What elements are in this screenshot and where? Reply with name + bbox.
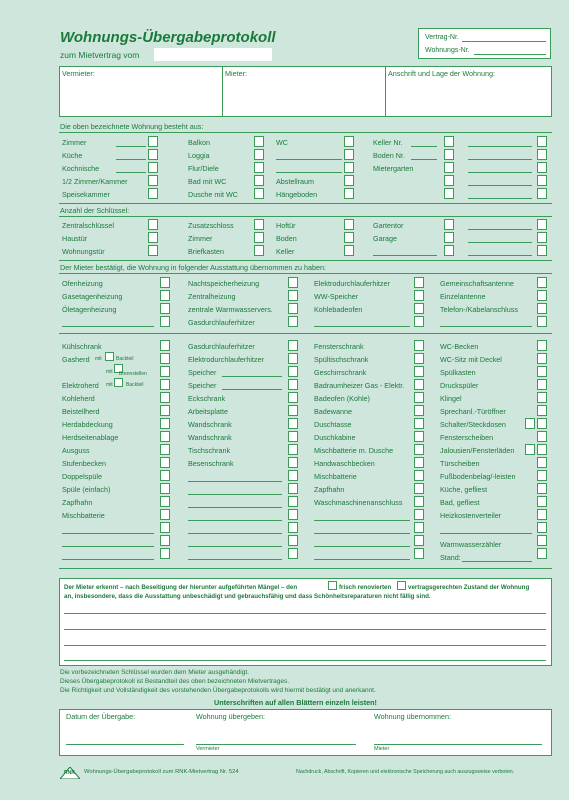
inventory-checkbox[interactable] xyxy=(537,340,547,351)
page-title: Wohnungs-Übergabeprotokoll xyxy=(60,29,276,46)
room-label: Küche xyxy=(62,151,83,160)
rnk-logo-text: RNK xyxy=(64,770,75,776)
inventory-checkbox[interactable] xyxy=(537,535,547,546)
room-count-box[interactable] xyxy=(254,136,264,147)
inventory-checkbox[interactable] xyxy=(288,418,298,429)
inventory-label: Beistellherd xyxy=(62,407,100,416)
equipment-checkbox[interactable] xyxy=(537,290,547,301)
key-count-box[interactable] xyxy=(344,232,354,243)
inventory-checkbox[interactable] xyxy=(160,535,170,546)
wohnungs-nr-field[interactable] xyxy=(474,54,546,55)
room-count-box[interactable] xyxy=(537,175,547,186)
inventory-checkbox[interactable] xyxy=(288,353,298,364)
inventory-checkbox[interactable] xyxy=(414,522,424,533)
inventory-label: Doppelspüle xyxy=(62,472,102,481)
inventory-label: Sprechanl.-Türöffner xyxy=(440,407,506,416)
inventory-checkbox[interactable] xyxy=(537,405,547,416)
equipment-label: WW-Speicher xyxy=(314,292,359,301)
inventory-checkbox[interactable] xyxy=(537,522,547,533)
key-count-box[interactable] xyxy=(254,245,264,256)
key-label: Haustür xyxy=(62,234,88,243)
key-count-box[interactable] xyxy=(537,245,547,256)
key-label: Boden xyxy=(276,234,297,243)
room-label: Zimmer xyxy=(62,138,87,147)
inventory-checkbox[interactable] xyxy=(414,431,424,442)
rooms-heading: Die oben bezeichnete Wohnung besteht aus: xyxy=(60,122,204,131)
room-count-box[interactable] xyxy=(444,188,454,199)
vermieter-field[interactable] xyxy=(61,79,221,116)
inventory-checkbox[interactable] xyxy=(537,509,547,520)
inventory-label: Eckschrank xyxy=(188,394,226,403)
copyright-notice: Nachdruck, Abschrift, Kopieren und elektronische Speicherung auch auszugsweise verboten. xyxy=(296,769,515,775)
equipment-checkbox[interactable] xyxy=(537,277,547,288)
rnk-logo xyxy=(60,766,80,778)
mieter-signature-field[interactable] xyxy=(374,744,542,745)
inventory-checkbox[interactable] xyxy=(414,418,424,429)
stand-label: Stand: xyxy=(440,553,461,562)
vermieter-signature-label: Vermieter xyxy=(196,746,220,752)
vermieter-label: Vermieter: xyxy=(62,69,95,78)
inventory-label: Spültischschrank xyxy=(314,355,369,364)
equipment-heading: Der Mieter bestätigt, die Wohnung in folgender Ausstattung übernommen zu haben: xyxy=(60,263,326,272)
inventory-label: Badeofen (Kohle) xyxy=(314,394,370,403)
room-label: Bad mit WC xyxy=(188,177,227,186)
brennstellen-label: Brennstellen xyxy=(119,371,147,377)
equipment-checkbox[interactable] xyxy=(414,303,424,314)
inventory-checkbox[interactable] xyxy=(414,496,424,507)
inventory-label: Herdseitenablage xyxy=(62,433,119,442)
inventory-label: Elektrodurchlauferhitzer xyxy=(188,355,264,364)
inventory-checkbox[interactable] xyxy=(288,444,298,455)
inventory-checkbox[interactable] xyxy=(414,457,424,468)
equipment-label: Öletagenheizung xyxy=(62,305,117,314)
inventory-checkbox[interactable] xyxy=(537,444,547,455)
equipment-label: Elektrodurchlauferhitzer xyxy=(314,279,390,288)
inventory-checkbox[interactable] xyxy=(537,548,547,559)
inventory-label: Tischschrank xyxy=(188,446,231,455)
room-count-box[interactable] xyxy=(344,175,354,186)
inventory-checkbox[interactable] xyxy=(414,340,424,351)
wohnungs-nr-label: Wohnungs-Nr. xyxy=(425,47,470,54)
inventory-checkbox[interactable] xyxy=(288,405,298,416)
room-label: Dusche mit WC xyxy=(188,190,238,199)
inventory-label: WC-Becken xyxy=(440,342,479,351)
equipment-checkbox[interactable] xyxy=(288,290,298,301)
room-count-box[interactable] xyxy=(344,188,354,199)
inventory-checkbox[interactable] xyxy=(537,392,547,403)
key-count-box[interactable] xyxy=(344,219,354,230)
inventory-checkbox[interactable] xyxy=(160,431,170,442)
key-label: Zimmer xyxy=(188,234,213,243)
room-label: Mietergarten xyxy=(373,164,414,173)
datum-field[interactable] xyxy=(66,744,184,745)
inventory-checkbox[interactable] xyxy=(414,470,424,481)
inventory-label: Herdabdeckung xyxy=(62,420,113,429)
wohnung-uebergeben-label: Wohnung übergeben: xyxy=(196,712,266,721)
inventory-checkbox[interactable] xyxy=(160,340,170,351)
room-count-box[interactable] xyxy=(148,188,158,199)
inventory-checkbox[interactable] xyxy=(288,548,298,559)
inventory-label: Wandschrank xyxy=(188,433,232,442)
stand-field[interactable] xyxy=(462,561,532,562)
inventory-checkbox[interactable] xyxy=(414,366,424,377)
inventory-label: Ausguss xyxy=(62,446,90,455)
inventory-checkbox[interactable] xyxy=(288,522,298,533)
defect-line[interactable] xyxy=(64,660,546,661)
mieter-field[interactable] xyxy=(224,79,384,116)
equipment-label: zentrale Warmwasservers. xyxy=(188,305,273,314)
room-label: Kochnische xyxy=(62,164,100,173)
room-label: Flur/Diele xyxy=(188,164,219,173)
equipment-label: Gemeinschaftsantenne xyxy=(440,279,514,288)
inventory-label: Arbeitsplatte xyxy=(188,407,228,416)
equipment-checkbox[interactable] xyxy=(160,277,170,288)
key-count-box[interactable] xyxy=(148,245,158,256)
room-count-box[interactable] xyxy=(148,136,158,147)
inventory-label: Schalter/Steckdosen xyxy=(440,420,506,429)
room-label: Keller Nr. xyxy=(373,138,403,147)
signatures-note: Unterschriften auf allen Blättern einzeln leisten! xyxy=(214,698,377,707)
mit-label: mit xyxy=(95,356,102,362)
key-count-box[interactable] xyxy=(148,232,158,243)
room-label: Abstellraum xyxy=(276,177,314,186)
defects-text-1b: frisch renovierten xyxy=(339,584,392,591)
inventory-checkbox[interactable] xyxy=(537,483,547,494)
inventory-checkbox[interactable] xyxy=(414,483,424,494)
inventory-checkbox[interactable] xyxy=(160,548,170,559)
inventory-checkbox[interactable] xyxy=(160,470,170,481)
inventory-checkbox[interactable] xyxy=(160,509,170,520)
room-count-box[interactable] xyxy=(444,175,454,186)
mit-label: mit xyxy=(106,382,113,388)
mietvertrag-date-field[interactable] xyxy=(154,48,272,61)
equipment-label: Gasetagenheizung xyxy=(62,292,123,301)
equipment-checkbox[interactable] xyxy=(160,316,170,327)
wohnung-uebernommen-label: Wohnung übernommen: xyxy=(374,712,451,721)
defect-line[interactable] xyxy=(64,613,546,614)
equipment-label: Telefon-/Kabelanschluss xyxy=(440,305,518,314)
datum-uebergabe-label: Datum der Übergabe: xyxy=(66,712,136,721)
inventory-checkbox[interactable] xyxy=(537,418,547,429)
key-label: Gartentor xyxy=(373,221,404,230)
room-count-box[interactable] xyxy=(344,136,354,147)
inventory-label: Besenschrank xyxy=(188,459,234,468)
equipment-checkbox[interactable] xyxy=(288,303,298,314)
inventory-label: Jalousien/Fensterläden xyxy=(440,446,515,455)
inventory-label: Stufenbecken xyxy=(62,459,106,468)
equipment-checkbox[interactable] xyxy=(537,316,547,327)
inventory-label: WC-Sitz mit Deckel xyxy=(440,355,502,364)
key-count-box[interactable] xyxy=(537,219,547,230)
inventory-label: Türscheiben xyxy=(440,459,480,468)
key-count-box[interactable] xyxy=(148,219,158,230)
room-count-box[interactable] xyxy=(254,149,264,160)
defects-text-1a: Der Mieter erkennt – nach Beseitigung der hierunter aufgeführten Mängel – den xyxy=(64,584,298,591)
room-count-box[interactable] xyxy=(537,162,547,173)
anschrift-label: Anschrift und Lage der Wohnung: xyxy=(388,69,495,78)
key-label: Hoftür xyxy=(276,221,296,230)
inventory-label: Fensterscheiben xyxy=(440,433,494,442)
room-label: Loggia xyxy=(188,151,210,160)
equipment-checkbox[interactable] xyxy=(160,303,170,314)
warmwasserzaehler-label: Warmwasserzähler xyxy=(440,540,502,549)
inventory-label: Küche, gefliest xyxy=(440,485,488,494)
equipment-label: Kohlebadeofen xyxy=(314,305,363,314)
room-count-box[interactable] xyxy=(537,188,547,199)
inventory-checkbox[interactable] xyxy=(288,340,298,351)
inventory-label: Geschirrschrank xyxy=(314,368,367,377)
key-count-box[interactable] xyxy=(537,232,547,243)
room-count-box[interactable] xyxy=(254,175,264,186)
inventory-checkbox[interactable] xyxy=(537,457,547,468)
key-label: Zusatzschloss xyxy=(188,221,234,230)
vertragsgerecht-checkbox[interactable] xyxy=(397,581,406,590)
inventory-label: Waschmaschinenanschluss xyxy=(314,498,403,507)
room-count-box[interactable] xyxy=(444,149,454,160)
inventory-label: Heizkostenverteiler xyxy=(440,511,502,520)
inventory-checkbox[interactable] xyxy=(414,444,424,455)
inventory-checkbox[interactable] xyxy=(160,444,170,455)
equipment-checkbox[interactable] xyxy=(537,303,547,314)
inventory-checkbox[interactable] xyxy=(160,418,170,429)
inventory-label: Kohleherd xyxy=(62,394,95,403)
equipment-checkbox[interactable] xyxy=(288,277,298,288)
inventory-label: Gasdurchlauferhitzer xyxy=(188,342,255,351)
inventory-checkbox[interactable] xyxy=(537,431,547,442)
key-count-box[interactable] xyxy=(344,245,354,256)
inventory-checkbox[interactable] xyxy=(414,535,424,546)
inventory-label: Kühlschrank xyxy=(62,342,102,351)
room-label: Hängeboden xyxy=(276,190,318,199)
inventory-label: Mischbatterie xyxy=(314,472,357,481)
room-label: 1/2 Zimmer/Kammer xyxy=(62,177,128,186)
defect-line[interactable] xyxy=(64,629,546,630)
inventory-checkbox[interactable] xyxy=(288,483,298,494)
mieter-label: Mieter: xyxy=(225,69,247,78)
inventory-checkbox[interactable] xyxy=(288,392,298,403)
inventory-label: Gasherd xyxy=(62,355,90,364)
inventory-label: Duschkabine xyxy=(314,433,356,442)
inventory-checkbox[interactable] xyxy=(160,457,170,468)
room-label: Balkon xyxy=(188,138,210,147)
key-count-box[interactable] xyxy=(254,219,264,230)
inventory-checkbox[interactable] xyxy=(414,379,424,390)
gasherd-backteil-box[interactable] xyxy=(105,352,114,361)
room-count-box[interactable] xyxy=(344,149,354,160)
inventory-checkbox[interactable] xyxy=(288,535,298,546)
anschrift-field[interactable] xyxy=(387,79,551,116)
footer-line-1: Die vorbezeichneten Schlüssel wurden dem Mieter ausgehändigt. xyxy=(60,669,249,676)
room-count-box[interactable] xyxy=(537,149,547,160)
inventory-checkbox[interactable] xyxy=(537,353,547,364)
inventory-label: Elektroherd xyxy=(62,381,99,390)
inventory-label: Badraumheizer Gas - Elektr. xyxy=(314,381,405,390)
equipment-label: Ofenheizung xyxy=(62,279,103,288)
inventory-checkbox[interactable] xyxy=(525,444,535,455)
inventory-label: Fensterschrank xyxy=(314,342,364,351)
inventory-checkbox[interactable] xyxy=(288,496,298,507)
room-count-box[interactable] xyxy=(344,162,354,173)
room-count-box[interactable] xyxy=(254,188,264,199)
inventory-checkbox[interactable] xyxy=(414,405,424,416)
inventory-label: Zapfhahn xyxy=(62,498,93,507)
room-count-box[interactable] xyxy=(254,162,264,173)
equipment-checkbox[interactable] xyxy=(414,277,424,288)
key-label: Zentralschlüssel xyxy=(62,221,114,230)
inventory-checkbox[interactable] xyxy=(160,392,170,403)
inventory-checkbox[interactable] xyxy=(288,457,298,468)
key-label: Keller xyxy=(276,247,295,256)
equipment-label: Einzelantenne xyxy=(440,292,486,301)
inventory-checkbox[interactable] xyxy=(160,379,170,390)
key-label: Garage xyxy=(373,234,397,243)
inventory-label: Klingel xyxy=(440,394,462,403)
inventory-checkbox[interactable] xyxy=(160,496,170,507)
defect-line[interactable] xyxy=(64,645,546,646)
inventory-checkbox[interactable] xyxy=(160,366,170,377)
inventory-checkbox[interactable] xyxy=(414,392,424,403)
room-label: Boden Nr. xyxy=(373,151,405,160)
room-label: Speisekammer xyxy=(62,190,110,199)
inventory-label: Fußbodenbelag/-leisten xyxy=(440,472,516,481)
elektroherd-backteil-box[interactable] xyxy=(114,378,123,387)
inventory-label: Duschtasse xyxy=(314,420,352,429)
inventory-label: Speicher xyxy=(188,381,217,390)
inventory-label: Handwaschbecken xyxy=(314,459,375,468)
inventory-label: Spüle (einfach) xyxy=(62,485,111,494)
room-count-box[interactable] xyxy=(148,175,158,186)
room-label: WC xyxy=(276,138,288,147)
inventory-checkbox[interactable] xyxy=(160,405,170,416)
key-label: Wohnungstür xyxy=(62,247,105,256)
defects-text-1c: vertragsgerechten Zustand der Wohnung xyxy=(408,584,530,591)
inventory-checkbox[interactable] xyxy=(537,366,547,377)
inventory-checkbox[interactable] xyxy=(288,431,298,442)
inventory-label: Mischbatterie m. Dusche xyxy=(314,446,394,455)
mit-label: mit xyxy=(106,369,113,375)
key-count-box[interactable] xyxy=(444,232,454,243)
keys-heading: Anzahl der Schlüssel: xyxy=(60,206,130,215)
form-reference: Wohnungs-Übergabeprotokoll zum RNK-Mietvertrag Nr. 524 xyxy=(84,769,239,775)
equipment-label: Zentralheizung xyxy=(188,292,236,301)
backteil-label: Backteil xyxy=(116,356,134,362)
inventory-checkbox[interactable] xyxy=(288,379,298,390)
room-count-box[interactable] xyxy=(444,162,454,173)
inventory-checkbox[interactable] xyxy=(414,353,424,364)
inventory-checkbox[interactable] xyxy=(414,509,424,520)
equipment-checkbox[interactable] xyxy=(414,316,424,327)
inventory-label: Spülkasten xyxy=(440,368,476,377)
room-count-box[interactable] xyxy=(148,149,158,160)
mieter-signature-label: Mieter xyxy=(374,746,390,752)
room-count-box[interactable] xyxy=(148,162,158,173)
inventory-label: Badewanne xyxy=(314,407,352,416)
inventory-checkbox[interactable] xyxy=(537,379,547,390)
inventory-label: Speicher xyxy=(188,368,217,377)
key-count-box[interactable] xyxy=(444,219,454,230)
inventory-label: Wandschrank xyxy=(188,420,232,429)
inventory-checkbox[interactable] xyxy=(288,366,298,377)
footer-line-2: Dieses Übergabeprotokoll ist Bestandteil des oben bezeichneten Mietvertrages. xyxy=(60,678,290,685)
inventory-checkbox[interactable] xyxy=(288,509,298,520)
key-count-box[interactable] xyxy=(444,245,454,256)
inventory-checkbox[interactable] xyxy=(525,418,535,429)
equipment-checkbox[interactable] xyxy=(160,290,170,301)
vertrag-nr-label: Vertrag-Nr. xyxy=(425,34,459,41)
room-count-box[interactable] xyxy=(444,136,454,147)
inventory-label: Bad, gefliest xyxy=(440,498,480,507)
equipment-checkbox[interactable] xyxy=(414,290,424,301)
backteil-label: Backteil xyxy=(126,382,144,388)
inventory-checkbox[interactable] xyxy=(537,470,547,481)
equipment-label: Nachtspeicherheizung xyxy=(188,279,260,288)
vermieter-signature-field[interactable] xyxy=(196,744,356,745)
inventory-label: Druckspüler xyxy=(440,381,479,390)
inventory-checkbox[interactable] xyxy=(160,483,170,494)
inventory-checkbox[interactable] xyxy=(288,470,298,481)
inventory-label: Zapfhahn xyxy=(314,485,345,494)
subtitle: zum Mietvertrag vom xyxy=(60,50,140,60)
defects-text-2: an, insbesondere, dass die Ausstattung unbeschädigt und gebrauchsfähig und dass Schönheitsreparaturen nicht fällig sind. xyxy=(64,593,431,600)
equipment-checkbox[interactable] xyxy=(288,316,298,327)
frisch-renoviert-checkbox[interactable] xyxy=(328,581,337,590)
vertrag-nr-field[interactable] xyxy=(462,41,546,42)
inventory-checkbox[interactable] xyxy=(414,548,424,559)
inventory-checkbox[interactable] xyxy=(537,496,547,507)
room-count-box[interactable] xyxy=(537,136,547,147)
equipment-label: Gasdurchlauferhitzer xyxy=(188,318,255,327)
footer-line-3: Die Richtigkeit und Vollständigkeit des vorstehenden Übergabeprotokolls wird hiermit bestätigt und anerkannt. xyxy=(60,687,376,694)
inventory-checkbox[interactable] xyxy=(160,522,170,533)
key-label: Briefkasten xyxy=(188,247,224,256)
inventory-checkbox[interactable] xyxy=(160,353,170,364)
inventory-label: Mischbatterie xyxy=(62,511,105,520)
key-count-box[interactable] xyxy=(254,232,264,243)
